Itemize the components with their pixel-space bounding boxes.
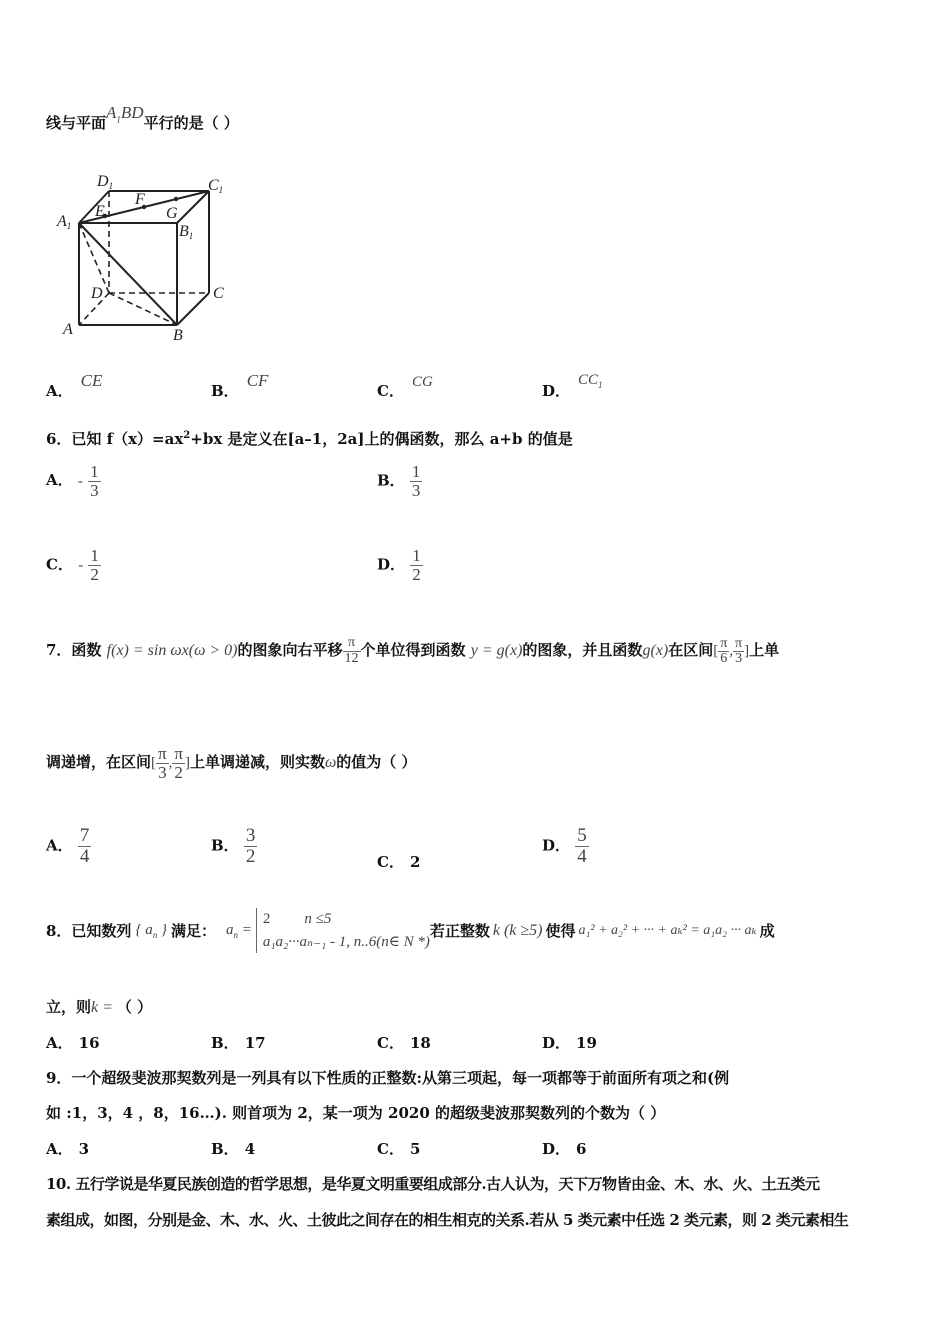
q9-option-a[interactable]: A． 3 [46,1140,90,1158]
q5-stem [46,103,239,134]
label-d: D [91,285,103,302]
q5-stem-pre: 线与平面 [46,114,107,132]
point-g [174,197,178,201]
q5-option-d[interactable]: D．$CC_1$ [542,372,603,400]
q9-option-d[interactable]: D． 6 [542,1140,587,1158]
label-a1: A1 [57,213,72,231]
edge-a1d [79,223,109,293]
label-c: C [213,285,224,302]
q7-stem-line2: 调递增，在区间[ $\frac{\pi}{3}$ , $\frac{\pi}{2}$ ]上单调递减，则实数ω的值为（ ） [46,744,417,782]
cube-figure [55,168,245,348]
label-b: B [173,327,183,344]
q7-shift-fraction: $\frac{\pi}{12}$ [344,635,359,666]
q5-option-b[interactable]: B．CF [211,371,269,400]
q8-piecewise: 2 n ≤5 a₁a₂···aₙ₋₁ - 1, n..6(n∈ N *) [256,908,430,953]
q8-option-a[interactable]: A． 16 [46,1034,100,1052]
q7-a-fraction: $\frac{7}{4}$ [79,825,90,867]
q6-stem: 6．已知 $f(x)=ax^2+bx$ 是定义在[a–1，2a]上的偶函数，那么 a+b 的值是 [46,430,573,448]
q5-stem-post: 平行的是（ ） [143,114,239,132]
label-d1: D1 [97,173,114,191]
q10-stem-line1: 10. 五行学说是华夏民族创造的哲学思想，是华夏文明重要组成部分.古人认为，天下万物皆由金、木、水、火、土五类元 [46,1175,820,1193]
label-f: F [135,191,145,208]
q5-option-a[interactable]: A．CE [46,371,103,400]
q6-c-fraction: $\frac{1}{2}$ [90,546,99,584]
q7-d-fraction: $\frac{5}{4}$ [577,825,587,867]
label-b1: B1 [179,223,194,241]
q7-interval2: [ $\frac{\pi}{3}$ , $\frac{\pi}{2}$ ] [151,744,190,782]
label-e: E [95,203,105,220]
q8-option-c[interactable]: C． 18 [377,1034,431,1052]
q7-interval1: [ $\frac{\pi}{6}$ , $\frac{\pi}{3}$ ] [713,635,750,667]
q9-stem-line1: 9．一个超级斐波那契数列是一列具有以下性质的正整数:从第三项起，每一项都等于前面所有项之和(例 [46,1069,730,1087]
q6-option-a[interactable]: A． - $\frac{1}{3}$ [46,462,99,500]
q8-option-b[interactable]: B． 17 [211,1034,266,1052]
q5-option-c[interactable]: C． CG [377,374,433,400]
q8-stem-line1: 8．已知数列 { $a_n$ } 满足： $a_n$ = 2 n ≤5 a₁a₂···aₙ₋₁ - 1, n..6(n∈ N *) 若正整数 k (k ≥5) 使得 a₁² + a₂² + ··· + aₖ² = a₁a₂ ··· aₖ 成 [46,908,775,953]
q6-b-fraction: $\frac{1}{3}$ [411,462,421,500]
q7-option-a[interactable]: A． $\frac{7}{4}$ [46,825,90,867]
q9-option-b[interactable]: B． 4 [211,1140,256,1158]
label-a: A [63,321,73,338]
q9-stem-line2: 如 :1，3，4 ，8，16…). 则首项为 2，某一项为 2020 的超级斐波那契数列的个数为（ ） [46,1104,666,1122]
q7-b-fraction: $\frac{3}{2}$ [245,825,256,867]
q6-option-c[interactable]: C． - $\frac{1}{2}$ [46,546,99,584]
q6-option-d[interactable]: D． $\frac{1}{2}$ [377,546,421,584]
edge-bc [177,293,209,325]
edge-db [109,293,177,325]
q6-d-fraction: $\frac{1}{2}$ [412,546,421,584]
q7-option-d[interactable]: D． $\frac{5}{4}$ [542,825,587,867]
q8-option-d[interactable]: D． 19 [542,1034,597,1052]
q6-option-b[interactable]: B． $\frac{1}{3}$ [377,462,421,500]
q7-option-b[interactable]: B． $\frac{3}{2}$ [211,825,256,867]
q7-stem-line1: 7．函数 f(x) = sin ωx(ω > 0)的图象向右平移 $\frac{\pi}{12}$ 个单位得到函数 y = g(x)的图象，并且函数g(x)在区间[ $\frac{\pi}{6}$ , $\frac{\pi}{3}$ ]上单 [46,635,780,667]
q7-option-c[interactable]: C． 2 [377,853,421,871]
q10-stem-line2: 素组成，如图，分别是金、木、水、火、土彼此之间存在的相生相克的关系.若从 5 类元素中任选 2 类元素，则 2 类元素相生 [46,1211,849,1229]
q5-plane: $A_1BD$ [106,103,144,125]
label-c1: C1 [208,177,224,195]
q6-a-fraction: $\frac{1}{3}$ [90,462,99,500]
label-g: G [166,205,178,222]
q9-option-c[interactable]: C． 5 [377,1140,421,1158]
q8-stem-line2: 立，则k = （ ） [46,998,153,1016]
